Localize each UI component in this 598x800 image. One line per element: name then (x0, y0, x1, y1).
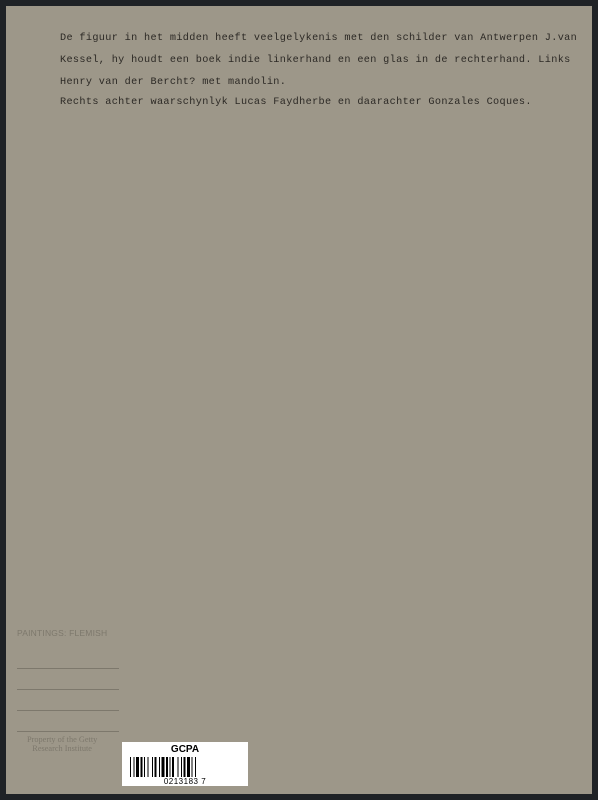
stamp-rule-1 (17, 668, 119, 669)
typed-line-1: De figuur in het midden heeft veelgelykenis met den schilder van Antwerpen J.van (60, 33, 578, 44)
property-line-1: Property of the Getty (27, 735, 98, 744)
barcode-title: GCPA (170, 744, 200, 755)
property-stamp (27, 735, 97, 753)
archive-card (6, 6, 592, 794)
typed-line-4: Rechts achter waarschynlyk Lucas Faydherbe en daarachter Gonzales Coques. (60, 97, 532, 108)
typed-line-2: Kessel, hy houdt een boek indie linkerhand en een glas in de rechterhand. Links (60, 55, 571, 66)
barcode-bars (129, 757, 241, 777)
barcode-number: 0213183 7 (163, 777, 207, 786)
typed-note (60, 28, 585, 114)
category-stamp: PAINTINGS: FLEMISH (17, 628, 108, 638)
property-line-2: Research Institute (32, 744, 92, 753)
stamp-rule-2 (17, 689, 119, 690)
stamp-rule-3 (17, 710, 119, 711)
typed-line-3: Henry van der Bercht? met mandolin. (60, 77, 287, 88)
barcode-label (122, 742, 248, 786)
stamp-rule-4 (17, 731, 119, 732)
